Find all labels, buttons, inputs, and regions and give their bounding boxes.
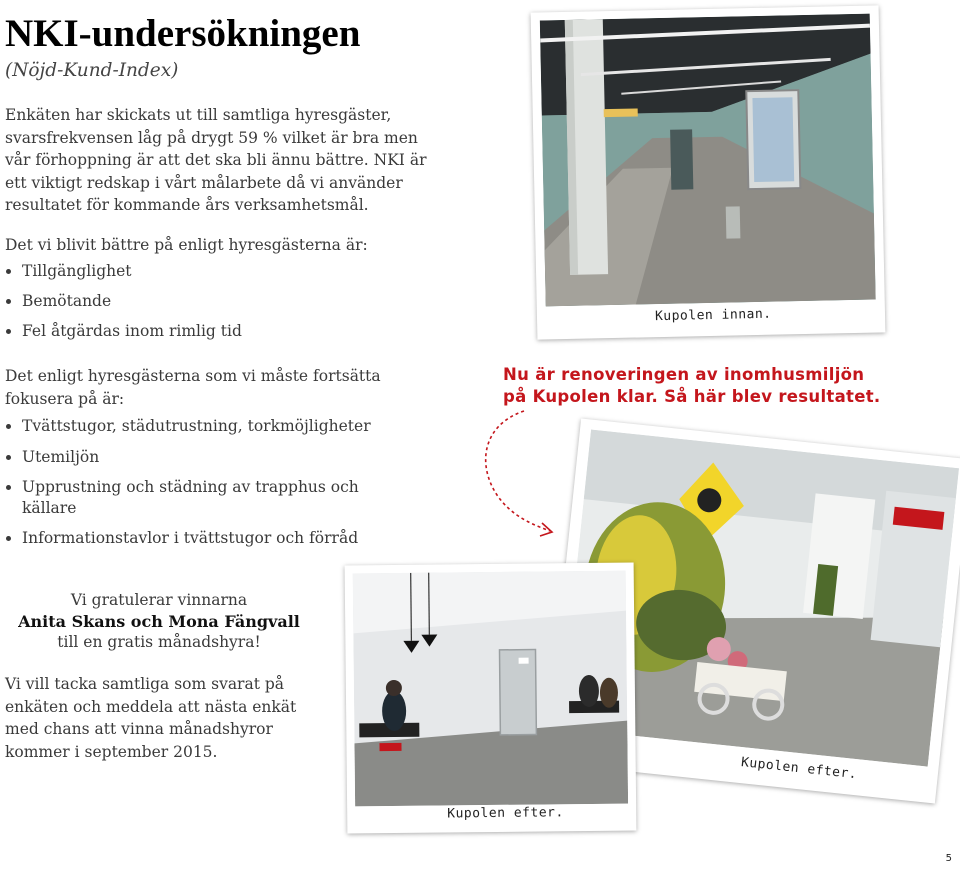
- renovation-headline-line1: Nu är renoveringen av inomhusmiljön: [503, 365, 865, 384]
- after-caption-right: Kupolen efter.: [740, 755, 858, 783]
- list-item: Tillgänglighet: [5, 261, 242, 282]
- page-subtitle: (Nöjd-Kund-Index): [5, 60, 179, 81]
- after-caption-bottom: Kupolen efter.: [447, 805, 564, 822]
- before-caption: Kupolen innan.: [654, 306, 772, 325]
- list-item: Fel åtgärdas inom rimlig tid: [5, 321, 242, 342]
- list-item: Tvättstugor, städutrustning, torkmöjligheter: [5, 416, 405, 437]
- intro-paragraph: Enkäten har skickats ut till samtliga hyresgäster, svarsfrekvensen låg på drygt 59 % vilket är bra men vår förhoppning är att det ska bli ännu bättre. NKI är ett viktigt redskap i vårt målarbete då vi använder resultatet för kommande års verksamhetsmål.: [5, 106, 427, 214]
- page-number: 5: [945, 853, 952, 864]
- photo-before: [531, 5, 886, 339]
- corridor-before-image: [540, 14, 876, 307]
- thanks-paragraph: Vi vill tacka samtliga som svarat på enkäten och meddela att nästa enkät med chans att vinna månadshyror kommer i september 2015.: [5, 675, 297, 761]
- list-item: Utemiljön: [5, 447, 405, 468]
- list-item: Bemötande: [5, 291, 242, 312]
- page-title: NKI-undersökningen: [5, 12, 361, 55]
- winners-intro: Vi gratulerar vinnarna: [70, 591, 248, 609]
- list-item: Informationstavlor i tvättstugor och förråd: [5, 528, 405, 549]
- improved-list: [5, 261, 242, 351]
- dashed-arrow-icon: [472, 405, 562, 540]
- winners-prize: till en gratis månadshyra!: [57, 633, 261, 651]
- winners-announcement: [0, 590, 318, 653]
- photo-after-bottom: [345, 562, 637, 833]
- winner-names: Anita Skans och Mona Fängvall: [18, 612, 300, 631]
- focus-list: [5, 416, 405, 559]
- renovation-headline: [503, 364, 880, 408]
- improved-lead: Det vi blivit bättre på enligt hyresgästerna är:: [5, 236, 368, 254]
- waiting-area-image: [353, 571, 628, 807]
- renovation-headline-line2: på Kupolen klar. Så här blev resultatet.: [503, 387, 881, 406]
- list-item: Upprustning och städning av trapphus och källare: [5, 477, 405, 518]
- focus-lead: Det enligt hyresgästerna som vi måste fortsätta fokusera på är:: [5, 367, 381, 408]
